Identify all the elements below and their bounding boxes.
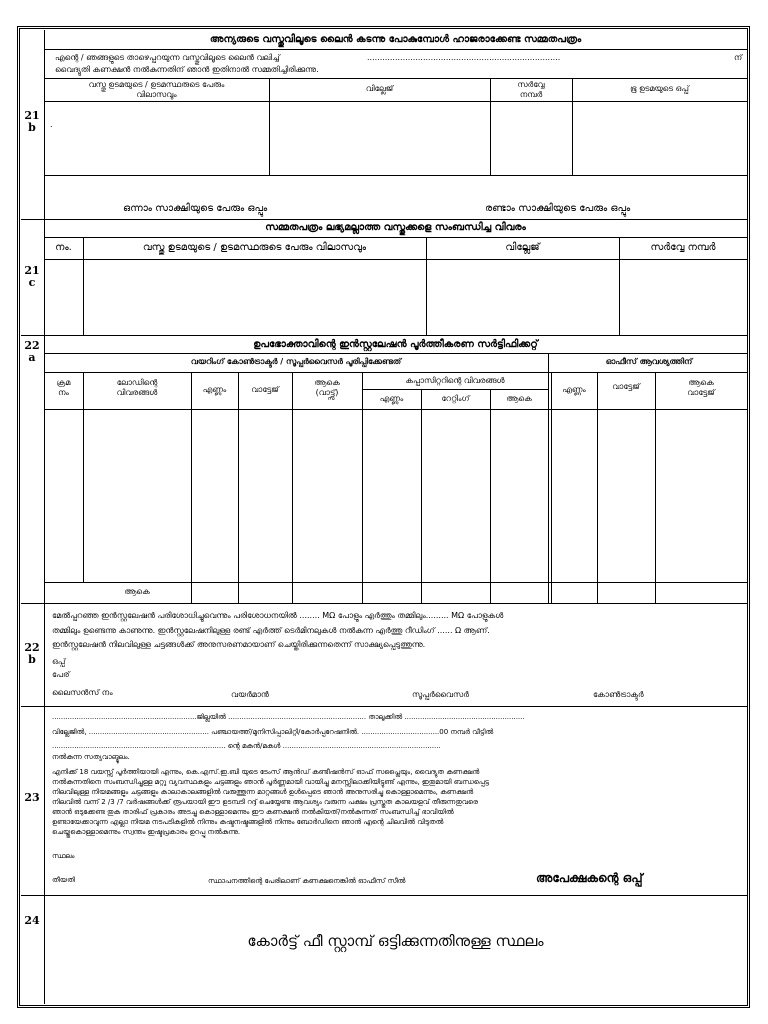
number-column-divider xyxy=(44,30,45,1004)
divider-23 xyxy=(21,706,747,707)
s22a-title-rule xyxy=(44,353,747,354)
s21c-title: സമ്മതപത്രം ലഭ്യമല്ലാത്ത വസ്തുക്കളെ സംബന്ധിച്ച വിവരം xyxy=(265,222,526,233)
s22a-col-cap-total xyxy=(490,389,491,603)
s22a-cap-count: എണ്ണം xyxy=(379,394,404,403)
s21b-title-rule xyxy=(44,49,747,50)
s23-place-label: സ്ഥലം xyxy=(52,852,75,860)
s22a-col-total: ആകെ (വാട്ട്സ്) xyxy=(314,378,340,397)
s22a-col-serial: ക്രമ നം xyxy=(56,378,71,397)
s21c-col-village: വില്ലേജ് xyxy=(505,242,540,253)
s22b-wireman-label: വയർമാൻ xyxy=(231,690,269,699)
s22b-name-label: പേര് xyxy=(52,670,70,679)
s22a-col-serial xyxy=(83,372,84,582)
s22a-col-capacitor: കപ്പാസിറ്ററിന്റെ വിവരങ്ങൾ xyxy=(405,376,505,385)
s21c-title-rule xyxy=(44,237,747,238)
s22b-text-line2: തമ്മിലും ഉണ്ടെന്നു കാണുന്നു. ഇൻസ്റ്റലേഷനിലുള്ള രണ്ട് എർത്ത് ടെർമിനലുകൾ നൽകുന്ന എർത്തു റീഡിംഗ് ...... Ω ആണ്. xyxy=(52,626,490,635)
s22a-col-watt xyxy=(292,372,293,603)
row-number-22a: 22 a xyxy=(24,339,40,364)
s22a-col-load xyxy=(191,372,192,603)
s22b-sign-label: ഒപ്പ് xyxy=(52,657,66,666)
s21b-consent-line1: എന്റെ / ഞങ്ങളുടെ താഴെപ്പറയുന്ന വസ്തുവിലൂടെ ലൈൻ വലിച്ച് xyxy=(55,53,280,62)
s23-para-line3: നിലവിലുള്ള നിയമങ്ങളും ചട്ടങ്ങളും കാലാകാലങ്ങളിൽ വരുത്തുന്ന മാറ്റങ്ങൾ ഉൾപ്പെടെ ഞാൻ അനുസരിച്ചു കൊള്ളാമെന്നും, കണക്ഷൻ xyxy=(52,788,474,796)
s22a-cap-rule xyxy=(362,389,548,390)
s23-date-label: തീയതി xyxy=(52,876,75,884)
s23-address-line1: .................................................................ജില്ലയിൽ .............................................................. താലൂക്കിൽ ...................................................... xyxy=(52,713,525,721)
s22a-col-off-total xyxy=(655,372,656,603)
s23-para-line5: ഞാൻ ഒടുക്കേണ്ട തുക താരിഫ് പ്രകാരം അടച്ചു കൊള്ളാമെന്നും ഈ കണക്ഷൻ നൽകിയത്/നൽകുന്നത് സംബന്ധിച്ച് ഭാവിയിൽ xyxy=(52,808,454,816)
s21b-consent-line2: വൈദ്യുതി കണക്ഷൻ നൽകുന്നതിന് ഞാൻ ഇതിനാൽ സമ്മതിച്ചിരിക്കുന്നു. xyxy=(55,65,319,74)
s22a-col-off-watt xyxy=(597,372,598,603)
s21c-col-survey: സർവ്വേ നമ്പർ xyxy=(650,242,716,253)
s21b-witness-1: ഒന്നാം സാക്ഷിയുടെ പേരും ഒപ്പും xyxy=(123,203,268,214)
row-number-21b: 21 b xyxy=(24,109,40,134)
s22a-title: ഉപഭോക്താവിന്റെ ഇൻസ്റ്റലേഷൻ പൂർത്തീകരണ സർട്ടിഫിക്കറ്റ് xyxy=(253,339,538,350)
s22b-license-label: ലൈസൻസ് നം xyxy=(52,688,113,697)
s22a-col-count xyxy=(238,372,239,603)
s23-para-line7: ചെയ്തുകൊള്ളാമെന്നും സ്വന്തം ഇഷ്ടപ്രകാരം ഉറപ്പു നൽകുന്നു. xyxy=(52,828,241,836)
s21b-body-dot: . xyxy=(50,120,53,129)
s23-address-line3: .............................................................................. ന്റെ മകൻ/മകൾ ....................................................................... xyxy=(52,742,441,750)
s22a-col-cap-rating xyxy=(421,389,422,603)
s21b-title: അന്യരുടെ വസ്തുവിലൂടെ ലൈൻ കടന്നു പോകുമ്പോൾ ഹാജരാക്കേണ്ട സമ്മതപത്രം xyxy=(209,34,582,45)
s21b-col-village: വില്ലേജ് xyxy=(365,84,394,93)
s21b-witness-2: രണ്ടാം സാക്ഷിയുടെ പേരും ഒപ്പും xyxy=(485,203,631,214)
s22a-col-office-1 xyxy=(548,353,549,603)
s23-para-line1: എനിക്ക് 18 വയസ്സ് പൂർത്തിയായി എന്നും, കെ.എസ്.ഇ.ബി യുടെ ടേംസ് ആൻഡ് കണ്ടീഷൻസ് ഓഫ് സപ്ലൈയും, വൈദ്യുത കണക്ഷൻ xyxy=(52,768,480,776)
row-number-21c: 21 c xyxy=(24,264,40,289)
s23-para-line2: നൽകുന്നതിനെ സംബന്ധിച്ചുള്ള മറ്റു വ്യവസ്ഥകളും ചട്ടങ്ങളും ഞാൻ പൂർണ്ണമായി വായിച്ചു മനസ്സിലാക്കിയിട്ടുണ്ട് എന്നും, ഇതുമായി ബന്ധപ്പെട്ട xyxy=(52,778,489,786)
s22a-group-rule xyxy=(44,372,747,373)
s21c-col-no: നം. xyxy=(55,242,72,253)
s22b-contractor-label: കോൺട്രാക്ടർ xyxy=(593,690,644,699)
s24-stamp-area-label: കോർട്ട് ഫീ സ്റ്റാമ്പ് ഒട്ടിക്കുന്നതിനുള്ള സ്ഥലം xyxy=(247,932,544,950)
s22a-office-watt: വാട്ടേജ് xyxy=(612,382,640,391)
s21b-header-top xyxy=(44,78,747,79)
divider-21c xyxy=(21,219,747,220)
s23-affidavit-heading: നൽകുന്ന സത്യവാങ്മൂലം. xyxy=(52,753,130,761)
s22a-col-total xyxy=(362,372,363,603)
s22b-supervisor-label: സൂപ്പർവൈസർ xyxy=(412,690,469,699)
s22b-text-line1: മേൽപ്പറഞ്ഞ ഇൻസ്റ്റലേഷൻ പരിശോധിച്ചുവെന്നും പരിശോധനയിൽ ........ MΩ പോളും എർത്തും തമ്മിലും......... MΩ പോളുകൾ xyxy=(52,611,504,620)
s23-address-line2: വില്ലേജിൽ, ...................................................... പഞ്ചായത്ത്/മുനിസിപ്പാലിറ്റി/കോർപ്പറേഷനിൽ. ...................................00 നമ്പർ വീട്ടിൽ xyxy=(52,728,494,736)
s22a-col-load: ലോഡിന്റെ വിവരങ്ങൾ xyxy=(116,378,158,397)
s22a-office-total: ആകെ വാട്ടേജ് xyxy=(687,378,715,397)
s21b-body-bottom xyxy=(44,175,747,176)
s22b-text-line3: ഇൻസ്റ്റലേഷൻ നിലവിലുള്ള ചട്ടങ്ങൾക്ക് അനുസരണമായാണ് ചെയ്തിരിക്കുന്നതെന്ന് സാക്ഷ്യപ്പെടുത്തുന്നു. xyxy=(52,640,426,649)
s22a-col-watt: വാട്ടേജ് xyxy=(251,385,279,394)
s23-office-seal: സ്ഥാപനത്തിന്റെ പേരിലാണ് കണക്ഷനെങ്കിൽ ഓഫീസ് സീൽ xyxy=(208,877,406,885)
s23-para-line4: നിലവിൽ വന്ന് 2 /3 /7 വർഷങ്ങൾക്ക് രൂപയായി ഈ ഉടമ്പടി റദ്ദ് ചെയ്യേണ്ട ആവശ്യം വരുന്ന പക്ഷം പ്രസ്തുത കാലയളവ് തീരുന്നതുവരെ xyxy=(52,798,478,806)
s22a-header-rule xyxy=(44,409,747,410)
s21c-header-rule xyxy=(44,259,747,260)
s22a-sum-label: ആകെ xyxy=(124,587,150,596)
s22a-group-contractor: വയറിംഗ് കോൺട്രാക്ടർ / സൂപ്പർവൈസർ പൂരിപ്പിക്കേണ്ടത് xyxy=(190,357,402,366)
s21b-header-bottom xyxy=(44,101,747,102)
row-number-24: 24 xyxy=(24,914,40,927)
s21c-col-owner: വസ്തു ഉടമയുടെ / ഉടമസ്ഥരുടെ പേരും വിലാസവും xyxy=(142,242,367,253)
divider-24-actual xyxy=(21,895,747,896)
divider-22a xyxy=(21,335,747,336)
row-number-23: 23 xyxy=(24,791,40,804)
s22a-cap-rating: റേറ്റിംഗ് xyxy=(441,394,470,403)
form-frame xyxy=(17,26,750,1008)
row-number-22b: 22 b xyxy=(24,641,40,666)
s22a-total-rule xyxy=(44,582,747,583)
s22a-cap-total: ആകെ xyxy=(506,394,532,403)
s21b-col-owner: വസ്തു ഉടമയുടെ / ഉടമസ്ഥരുടെ പേരും വിലാസവും xyxy=(88,80,225,99)
divider-22b xyxy=(21,603,747,604)
s21b-consent-dots: ............................................................................ xyxy=(367,53,561,62)
s22a-group-office: ഓഫീസ് ആവശ്യത്തിന് xyxy=(605,357,693,366)
s22a-col-office-2 xyxy=(551,372,552,603)
s22a-office-count: എണ്ണം xyxy=(562,385,586,394)
s21b-col-survey: സർവ്വേ നമ്പർ xyxy=(517,80,545,99)
s22a-col-count: എണ്ണം xyxy=(202,385,227,394)
s21b-col-sign: ഭൂ ഉടമയുടെ ഒപ്പ് xyxy=(630,84,689,93)
s21b-consent-suffix: ന് xyxy=(734,53,743,62)
s23-para-line6: ഉണ്ടായേക്കാവുന്ന എല്ലാ നിയമ നടപടികളിൽ നിന്നും കഷ്ടനഷ്ടങ്ങളിൽ നിന്നും ബോർഡിനെ ഞാൻ എന്റെ ചിലവിൽ വിടുതൽ xyxy=(52,818,444,826)
s23-applicant-sign: അപേക്ഷകന്റെ ഒപ്പ് xyxy=(536,871,643,885)
